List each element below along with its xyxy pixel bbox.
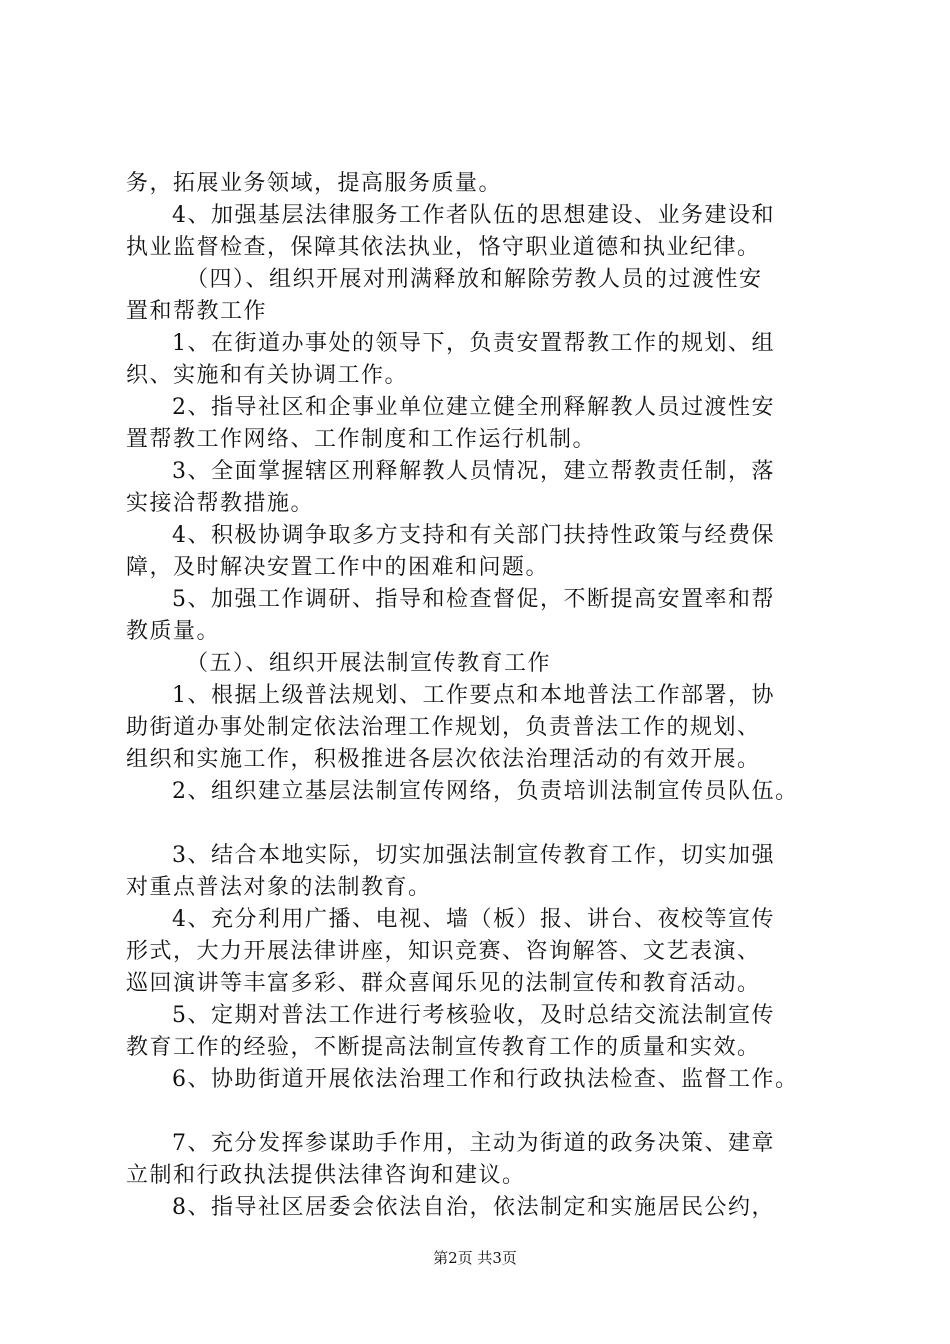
text-line: 4、积极协调争取多方支持和有关部门扶持性政策与经费保	[172, 523, 775, 548]
text-line: 7、充分发挥参谋助手作用，主动为街道的政务决策、建章	[172, 1131, 775, 1156]
paragraph-gap	[126, 1096, 846, 1128]
text-line: 形式，大力开展法律讲座，知识竞赛、咨询解答、文艺表演、	[126, 939, 761, 964]
text-line: 3、全面掌握辖区刑释解教人员情况，建立帮教责任制，落	[172, 459, 775, 484]
text-line: 5、定期对普法工作进行考核验收，及时总结交流法制宣传	[172, 1003, 775, 1028]
text-line: 务，拓展业务领域，提高服务质量。	[126, 171, 503, 196]
text-line: 置帮教工作网络、工作制度和工作运行机制。	[126, 427, 597, 452]
text-line: 实接洽帮教措施。	[126, 491, 315, 516]
paragraph-gap	[126, 808, 846, 840]
text-line: 巡回演讲等丰富多彩、群众喜闻乐见的法制宣传和教育活动。	[126, 971, 761, 996]
text-line: 2、指导社区和企事业单位建立健全刑释解教人员过渡性安	[172, 395, 775, 420]
text-line: 4、加强基层法律服务工作者队伍的思想建设、业务建设和	[172, 203, 775, 228]
text-line: 立制和行政执法提供法律咨询和建议。	[126, 1163, 526, 1188]
text-line: 6、协助街道开展依法治理工作和行政执法检查、监督工作。	[172, 1067, 799, 1092]
text-line: 对重点普法对象的法制教育。	[126, 875, 432, 900]
document-body	[126, 168, 846, 1224]
text-line: 助街道办事处制定依法治理工作规划，负责普法工作的规划、	[126, 715, 761, 740]
text-line: 8、指导社区居委会依法自治，依法制定和实施居民公约，	[172, 1195, 775, 1220]
text-line: 教育工作的经验，不断提高法制宣传教育工作的质量和实效。	[126, 1035, 761, 1060]
text-line: 织、实施和有关协调工作。	[126, 363, 409, 388]
text-line: 障，及时解决安置工作中的困难和问题。	[126, 555, 550, 580]
text-line: 1、根据上级普法规划、工作要点和本地普法工作部署，协	[172, 683, 775, 708]
section-heading: （四）、组织开展对刑满释放和解除劳教人员的过渡性安	[186, 267, 763, 292]
text-line: 1、在街道办事处的领导下，负责安置帮教工作的规划、组	[172, 331, 775, 356]
text-line: 3、结合本地实际，切实加强法制宣传教育工作，切实加强	[172, 843, 775, 868]
text-line: 5、加强工作调研、指导和检查督促，不断提高安置率和帮	[172, 587, 775, 612]
text-line: 组织和实施工作，积极推进各层次依法治理活动的有效开展。	[126, 747, 761, 772]
text-line: 教质量。	[126, 619, 221, 644]
text-line: 4、充分利用广播、电视、墙（板）报、讲台、夜校等宣传	[172, 907, 775, 932]
text-line: 执业监督检查，保障其依法执业，恪守职业道德和执业纪律。	[126, 235, 761, 260]
section-heading: （五）、组织开展法制宣传教育工作	[186, 651, 552, 676]
text-line: 置和帮教工作	[126, 299, 268, 324]
page-number-footer: 第2页 共3页	[433, 1249, 517, 1267]
text-line: 2、组织建立基层法制宣传网络，负责培训法制宣传员队伍。	[172, 779, 799, 804]
